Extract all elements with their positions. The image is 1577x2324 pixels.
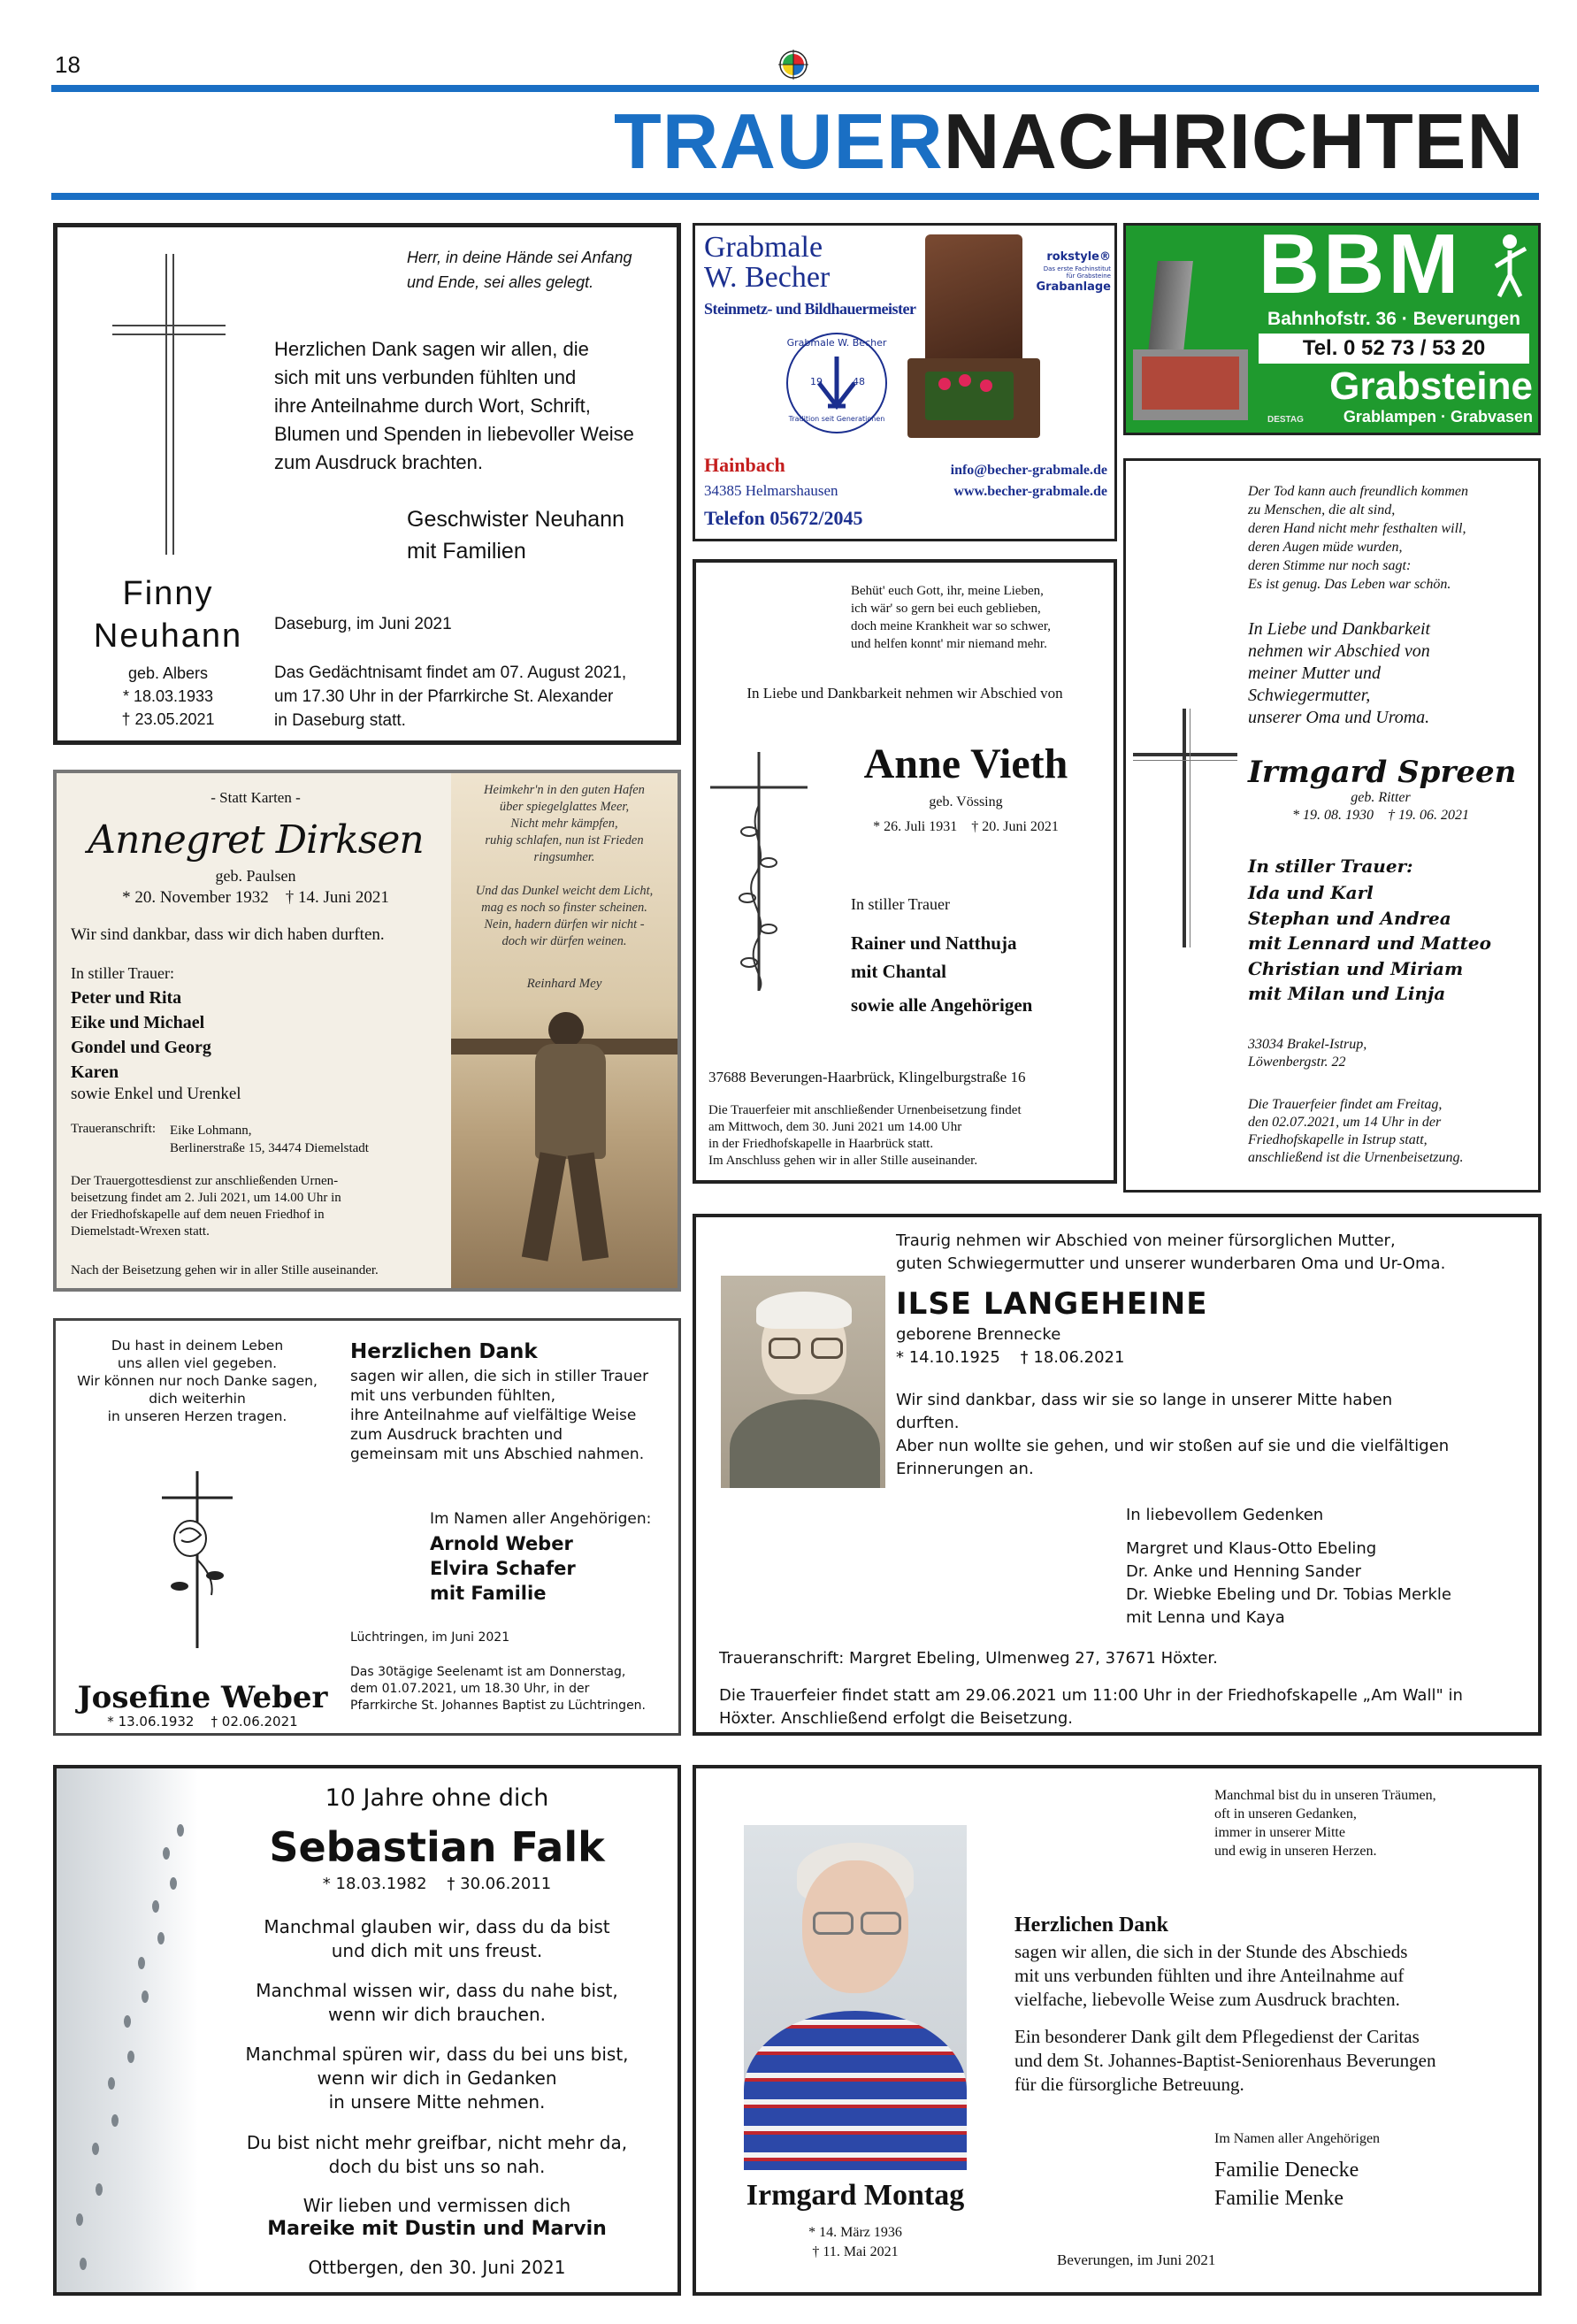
dirksen-mourning: In stiller Trauer: [71,964,174,982]
obituary-vieth [693,559,1117,1184]
dirksen-relatives: sowie Enkel und Urenkel [71,1085,241,1103]
becher-web[interactable]: www.becher-grabmale.de [953,484,1107,499]
header-title-blue: TRAUER [614,97,944,185]
neuhann-death: † 23.05.2021 [121,710,215,728]
neuhann-born-name: geb. Albers [127,664,209,682]
becher-seal-year-left: 19 [810,376,823,387]
langeheine-intro: Traurig nehmen wir Abschied von meiner fürsorglichen Mutter, guten Schwiegermutter und unserer wunderbaren Oma und Ur-Oma. [896,1231,1446,1273]
falk-closing: Wir lieben und vermissen dich [302,2195,571,2216]
montag-name: Irmgard Montag [746,2179,965,2212]
obituary-spreen [1123,458,1541,1193]
langeheine-photo [721,1276,885,1488]
cross-beam-icon [112,325,226,335]
vieth-intro: In Liebe und Dankbarkeit nehmen wir Abschied von [746,685,1063,702]
weber-name: Josefine Weber [77,1680,328,1715]
bbm-gravestone-image [1133,261,1248,429]
becher-address: 34385 Helmarshausen [704,482,838,499]
vieth-relatives: sowie alle Angehörigen [851,994,1033,1016]
spreen-name: Irmgard Spreen [1248,755,1517,790]
bbm-headline: Grabsteine [1329,364,1533,408]
vieth-quote: Behüt' euch Gott, ihr, meine Lieben, ich wär' so gern bei euch geblieben, doch meine Krankheit war so schwer, und helfen konnt' mir niemand mehr. [851,584,1051,651]
falk-verse-1: Manchmal glauben wir, dass du da bist und dich mit uns freust. [264,1916,610,1961]
langeheine-family: Margret und Klaus-Otto Ebeling Dr. Anke und Henning Sander Dr. Wiebke Ebeling und Dr. Tobias Merkle mit Lenna und Kaya [1126,1539,1451,1627]
neuhann-family: Geschwister Neuhann mit Familien [407,507,624,564]
becher-grave-bed [907,358,1040,438]
weber-cross-icon [153,1471,241,1648]
dirksen-poem: Heimkehr'n in den guten Hafen über spiegelglattes Meer, Nicht mehr kämpfen, ruhig schlafen, nun ist Frieden ringsumher. Und das Dunkel weicht dem Licht, mag es noch so finster scheinen. Nein, hadern dürfen wir nicht - doch wir dürfen weinen. [475,783,654,948]
dirksen-poem-author: Reinhard Mey [526,977,602,991]
falk-name: Sebastian Falk [269,1823,605,1871]
obituary-falk [53,1765,681,2296]
spreen-quote: Der Tod kann auch freundlich kommen zu Menschen, die alt sind, deren Hand nicht mehr festhalten will, deren Augen müde wurden, deren Stimme nur noch sagt: Es ist genug. Das Leben war schön. [1248,484,1468,592]
spreen-born-name: geb. Ritter [1351,790,1411,805]
montag-special: Ein besonderer Dank gilt dem Pflegedienst der Caritas und dem St. Johannes-Baptist-Seniorenhaus Beverungen für die fürsorgliche Betreuung. [1014,2026,1436,2095]
vieth-dates: * 26. Juli 1931 † 20. Juni 2021 [873,819,1059,834]
page-number: 18 [55,51,80,78]
neuhann-thanks: Herzlichen Dank sagen wir allen, die sich mit uns verbunden fühlten und ihre Anteilnahme durch Wort, Schrift, Blumen und Spenden in liebevoller Weise zum Ausdruck brachten. [274,338,634,473]
becher-seal-year-right: 48 [853,376,865,387]
dirksen-closing: Nach der Beisetzung gehen wir in aller Stille auseinander. [71,1263,379,1277]
ad-becher [693,223,1117,541]
obituary-dirksen [53,770,681,1292]
becher-phone: Telefon 05672/2045 [704,507,863,529]
vieth-name: Anne Vieth [863,740,1068,787]
becher-rokstyle-sub: Das erste Fachinstitut für Grabsteine [1043,265,1111,280]
becher-rokstyle: rokstyle® [1046,250,1111,264]
montag-quote: Manchmal bist du in unseren Träumen, oft in unseren Gedanken, immer in unserer Mitte und ewig in unseren Herzen. [1214,1788,1436,1859]
falk-header: 10 Jahre ohne dich [325,1784,549,1812]
montag-thanks-title: Herzlichen Dank [1014,1914,1168,1937]
registration-mark-icon [778,50,808,80]
ad-bbm [1123,217,1541,435]
dirksen-service: Der Trauergottesdienst zur anschließenden Urnen- beisetzung findet am 2. Juli 2021, um 14.00 Uhr in der Friedhofskapelle auf dem neuen Friedhof in Diemelstadt-Wrexen statt. [71,1174,341,1239]
langeheine-address: Traueranschrift: Margret Ebeling, Ulmenweg 27, 37671 Höxter. [719,1649,1218,1668]
neuhann-memorial: Das Gedächtnisamt findet am 07. August 2021, um 17.30 Uhr in der Pfarrkirche St. Alexander in Daseburg statt. [274,663,627,730]
becher-town: Hainbach [704,454,785,476]
dirksen-address-label: Traueranschrift: [71,1122,157,1136]
montag-place-date: Beverungen, im Juni 2021 [1057,2251,1216,2268]
weber-thanks: sagen wir allen, die sich in stiller Trauer mit uns verbunden fühlten, ihre Anteilnahme auf vielfältige Weise zum Ausdruck brachten und gemeinsam mit uns Abschied nahmen. [350,1368,649,1463]
vieth-funeral: Die Trauerfeier mit anschließender Urnenbeisetzung findet am Mittwoch, dem 30. Juni 2021 um 14.00 Uhr in der Friedhofskapelle in Haarbrück statt. Im Anschluss gehen wir in aller Stille auseinander. [708,1103,1022,1168]
header-title [51,92,1524,191]
falk-dates: * 18.03.1982 † 30.06.2011 [322,1875,552,1893]
spreen-mourning: In stiller Trauer: [1248,855,1413,877]
langeheine-dates: * 14.10.1925 † 18.06.2021 [896,1348,1125,1367]
montag-on-behalf: Im Namen aller Angehörigen [1214,2131,1381,2146]
obituary-langeheine [693,1214,1542,1736]
header-bottom-bar [51,193,1539,200]
becher-seal [784,330,890,436]
dirksen-family: Peter und Rita Eike und Michael Gondel und Georg Karen [71,988,211,1082]
cross-icon [165,254,174,555]
spreen-address: 33034 Brakel-Istrup, Löwenbergstr. 22 [1248,1037,1367,1070]
dirksen-dates: * 20. November 1932 † 14. Juni 2021 [122,888,389,907]
bbm-address: Bahnhofstr. 36 · Beverungen [1267,309,1520,329]
montag-photo [744,1825,967,2170]
spreen-family: Ida und Karl Stephan und Andrea mit Lennard und Matteo Christian und Miriam mit Milan und Linja [1248,882,1491,1004]
becher-email[interactable]: info@becher-grabmale.de [950,463,1107,478]
header-title-dark: NACHRICHTEN [943,97,1524,185]
becher-seal-bottom: Tradition seit Generationen [788,415,885,423]
vieth-address: 37688 Beverungen-Haarbrück, Klingelburgstraße 16 [708,1069,1026,1085]
falk-snow-image [57,1768,198,2292]
header-top-bar [51,85,1539,92]
vieth-mourning: In stiller Trauer [851,895,950,913]
neuhann-quote: Herr, in deine Hände sei Anfang und Ende, sei alles gelegt. [407,249,632,291]
spreen-funeral: Die Trauerfeier findet am Freitag, den 02.07.2021, um 14 Uhr in der Friedhofskapelle in Istrup statt, anschließend ist die Urnenbeisetzung. [1248,1097,1464,1165]
bbm-figure-icon [1487,231,1533,302]
becher-grabanlage: Grabanlage [1036,280,1111,294]
montag-birth: * 14. März 1936 [808,2225,902,2240]
weber-quote: Du hast in deinem Leben uns allen viel gegeben. Wir können nur noch Danke sagen, dich weiterhin in unseren Herzen tragen. [77,1338,318,1424]
obituary-montag [693,1765,1542,2296]
becher-title: Grabmale W. Becher [704,231,831,294]
obituary-weber [53,1318,681,1736]
bbm-sub: Grablampen · Grabvasen [1343,408,1533,426]
vieth-family: Rainer und Natthuja mit Chantal [851,932,1017,982]
spreen-dates: * 19. 08. 1930 † 19. 06. 2021 [1292,808,1469,823]
weber-dates: * 13.06.1932 † 02.06.2021 [107,1714,298,1730]
weber-on-behalf: Im Namen aller Angehörigen: [430,1510,652,1528]
neuhann-place-date: Daseburg, im Juni 2021 [274,615,452,633]
weber-thanks-title: Herzlichen Dank [350,1340,538,1363]
dirksen-header: - Statt Karten - [211,789,301,806]
neuhann-birth: * 18.03.1933 [122,687,214,705]
falk-verse-3: Manchmal spüren wir, dass du bei uns bist, wenn wir dich in Gedanken in unsere Mitte nehmen. [245,2044,629,2113]
langeheine-remembrance: In liebevollem Gedenken [1126,1506,1324,1524]
langeheine-name: ILSE LANGEHEINE [896,1286,1208,1322]
falk-verse-4: Du bist nicht mehr greifbar, nicht mehr da, doch du bist uns so nah. [246,2132,628,2177]
langeheine-funeral: Die Trauerfeier findet statt am 29.06.2021 um 11:00 Uhr in der Friedhofskapelle „Am Wall" in Höxter. Anschließend erfolgt die Beisetzung. [719,1686,1463,1728]
becher-subtitle: Steinmetz- und Bildhauermeister [704,300,916,318]
montag-family: Familie Denecke Familie Menke [1214,2159,1359,2210]
montag-thanks: sagen wir allen, die sich in der Stunde des Abschieds mit uns verbunden fühlten und ihre Anteilnahme auf vielfache, liebevolle Weise zum Ausdruck brachten. [1014,1941,1408,2010]
spreen-intro: In Liebe und Dankbarkeit nehmen wir Abschied von meiner Mutter und Schwiegermutter, unserer Oma und Uroma. [1248,619,1431,727]
dirksen-address: Eike Lohmann, Berlinerstraße 15, 34474 Diemelstadt [170,1124,369,1155]
falk-verse-2: Manchmal wissen wir, dass du nahe bist, wenn wir dich brauchen. [256,1980,618,2025]
falk-place-date: Ottbergen, den 30. Juni 2021 [308,2257,566,2278]
weber-family: Arnold Weber Elvira Schafer mit Familie [430,1533,576,1604]
dirksen-born-name: geb. Paulsen [215,867,296,885]
weber-place-date: Lüchtringen, im Juni 2021 [350,1630,510,1645]
vieth-born-name: geb. Vössing [929,794,1003,809]
bbm-phone: Tel. 0 52 73 / 53 20 [1259,334,1529,364]
weber-mass: Das 30tägige Seelenamt ist am Donnerstag, dem 01.07.2021, um 18.30 Uhr, in der Pfarrkirche St. Johannes Baptist zu Lüchtringen. [350,1665,647,1713]
falk-family: Mareike mit Dustin und Marvin [267,2218,607,2240]
langeheine-text: Wir sind dankbar, dass wir sie so lange in unserer Mitte haben durften. Aber nun wollte sie gehen, und wir stoßen auf sie und die vielfältigen Erinnerungen an. [896,1391,1450,1478]
bbm-logo: BBM [1258,217,1463,311]
obituary-neuhann [53,223,681,745]
montag-death: † 11. Mai 2021 [812,2244,899,2259]
langeheine-born-name: geborene Brennecke [896,1325,1061,1344]
spreen-cross-icon [1133,709,1237,947]
becher-seal-top: Grabmale W. Becher [786,337,887,349]
bbm-brand: DESTAG [1267,415,1304,425]
dirksen-thanks: Wir sind dankbar, dass wir dich haben durften. [71,925,385,944]
vieth-cross-icon [710,752,808,991]
dirksen-name: Annegret Dirksen [88,817,424,863]
neuhann-name: Finny Neuhann [93,575,243,655]
